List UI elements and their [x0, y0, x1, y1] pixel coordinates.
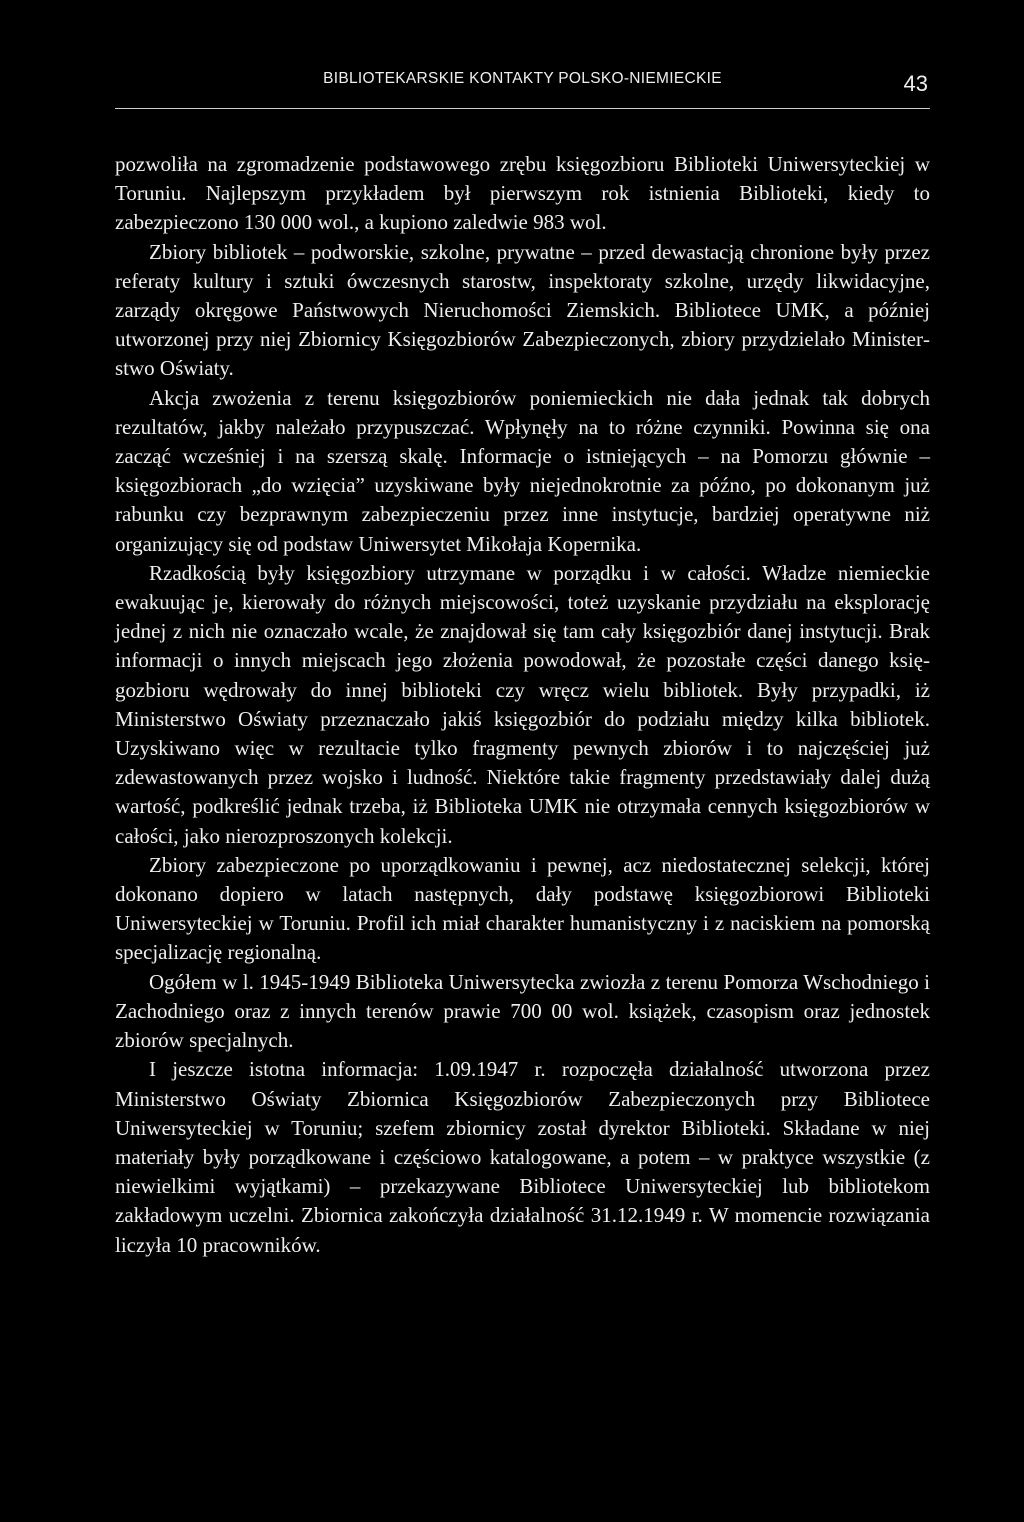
paragraph: I jeszcze istotna informacja: 1.09.1947 r. rozpoczęła działalność utworzona przez Ministerstwo Oświaty Zbiornica Księgozbiorów Zabezpieczonych przy Bibliotece Uniwersyteckiej w Toruniu; szefem zbiornicy został dyrektor Biblioteki. Składane w niej materiały były porządkowane i częściowo katalogowane, a potem – w praktyce wszystkie (z niewielkimi wyjątkami) – przekazywane Bibliotece Uniwersyteckiej lub bibliotekom zakładowym uczelni. Zbiornica zakończyła działalność 31.12.1949 r. W momencie rozwiązania liczyła 10 pracowników.: [115, 1057, 930, 1257]
running-title: BIBLIOTEKARSKIE KONTAKTY POLSKO-NIEMIECKIE: [323, 70, 722, 87]
paragraph: Zbiory zabezpieczone po uporządkowaniu i pewnej, acz niedostatecznej selekcji, której dokonano dopiero w latach następnych, dały podstawę księgozbiorowi Biblioteki Uniwersyteckiej w Toruniu. Profil ich miał charakter humanistyczny i z naciskiem na pomorską specjalizację regionalną.: [115, 852, 930, 965]
page-number: 43: [903, 71, 928, 96]
running-header: [115, 62, 930, 106]
paragraph: Ogółem w l. 1945-1949 Biblioteka Uniwersytecka zwiozła z terenu Pomorza Wschodniego i Zachodniego oraz z innych terenów prawie 700 00 wol. książek, czasopism oraz jednostek zbiorów specjalnych.: [115, 969, 930, 1053]
paragraph: Zbiory bibliotek – podworskie, szkolne, prywatne – przed dewastacją chronione były przez referaty kultury i sztuki ówczesnych starostw, inspektoraty szkolne, urzędy likwidacyjne, zarządy okręgowe Państwowych Nieruchomości Ziemskich. Bibliotece UMK, a później utworzonej przy niej Zbiornicy Księgozbiorów Zabezpieczonych, zbiory przydzielało Ministerstwo Oświaty.: [115, 239, 930, 381]
body-text: [115, 150, 930, 1260]
paragraph: Akcja zwożenia z terenu księgozbiorów poniemieckich nie dała jednak tak dobrych rezultatów, jakby należało przypuszczać. Wpłynęły na to różne czynniki. Powinna się ona zacząć wcześniej i na szerszą skalę. Informacje o istniejących – na Pomorzu głównie – księgozbiorach „do wzięcia” uzyskiwane były niejednokrotnie za późno, po dokonanym już rabunku czy bezprawnym zabezpieczeniu przez inne instytucje, bardziej operatywne niż organizujący się od podstaw Uniwersytet Mikołaja Kopernika.: [115, 385, 930, 556]
paragraph: Rzadkością były księgozbiory utrzymane w porządku i w całości. Władze niemieckie ewakuując je, kierowały do różnych miejscowości, toteż uzyskanie przydziału na eksplorację jednej z nich nie oznaczało wcale, że znajdował się tam cały księgozbiór danej instytucji. Brak informacji o innych miejscach jego złożenia powodował, że pozostałe części danego księgozbioru wędrowały do innej biblioteki czy wręcz wielu bibliotek. Były przypadki, iż Ministerstwo Oświaty przeznaczało jakiś księgozbiór do podziału między kilka bibliotek. Uzyskiwano więc w rezultacie tylko fragmenty pewnych zbiorów i to najczęściej już zdewastowanych przez wojsko i ludność. Niektóre takie fragmenty przedstawiały dalej dużą wartość, podkreślić jednak trzeba, iż Biblioteka UMK nie otrzymała cennych księgozbiorów w całości, jako nierozproszonych kolekcji.: [115, 560, 930, 848]
header-rule: [115, 108, 930, 109]
paragraph: pozwoliła na zgromadzenie podstawowego zrębu księgozbioru Biblioteki Uniwersyteckiej w Toruniu. Najlepszym przykładem był pierwszym rok istnienia Biblioteki, kiedy to zabezpieczono 130 000 wol., a kupiono zaledwie 983 wol.: [115, 152, 930, 235]
